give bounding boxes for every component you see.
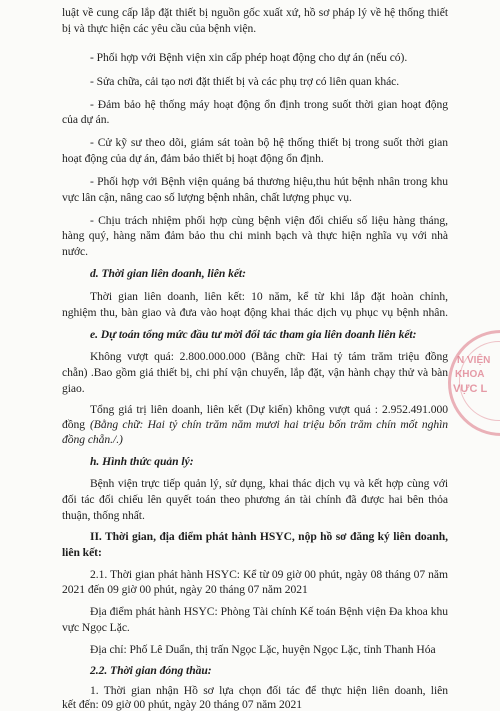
stamp-inner-ring <box>459 341 500 421</box>
text-line: chẵn) .Bao gồm giá thiết bị, chi phí vận chuyển, lắp đặt, vận hành chạy thử và bàn <box>62 366 448 379</box>
text-line: hoạt động của dự án, đảm bảo thiết bị hoạt động ổn định. <box>62 152 324 165</box>
text-line: hàng quý, hàng năm đảm bảo thu chi minh bạch và thực hiện nghĩa vụ với nhà <box>62 229 448 242</box>
text-line: Địa điểm phát hành HSYC: Phòng Tài chính Kế toán Bệnh viện Đa khoa khu <box>90 605 448 618</box>
text-line: Bệnh viện trực tiếp quản lý, sử dụng, khai thác dịch vụ và kết hợp cùng với <box>90 477 448 490</box>
bullet-line: - Cử kỹ sư theo dõi, giám sát toàn bộ hệ thống thiết bị trong suốt thời gian <box>90 136 448 149</box>
section-heading-ii-cont: liên kết: <box>62 546 102 559</box>
text-line: giao. <box>62 382 85 395</box>
stamp-text: VỰC L <box>453 383 488 395</box>
text-line: thuận, thống nhất. <box>62 509 145 522</box>
text-line: vực lân cận, nâng cao số lượng bệnh nhân, chất lượng phục vụ. <box>62 191 352 204</box>
text-line: nghiệm thu, bàn giao và đưa vào hoạt động khai thác dịch vụ phục vụ bệnh nhân. <box>62 306 448 319</box>
text-line: 2021 đến 09 giờ 00 phút, ngày 20 tháng 07 năm 2021 <box>62 583 308 596</box>
text-line: Thời gian liên doanh, liên kết: 10 năm, kể từ khi lắp đặt hoàn chỉnh, <box>90 290 448 303</box>
text-line: Địa chỉ: Phố Lê Duẩn, thị trấn Ngọc Lặc, huyện Ngọc Lặc, tỉnh Thanh Hóa <box>90 643 436 656</box>
text-line: nước. <box>62 245 89 258</box>
text-line: 2.1. Thời gian phát hành HSYC: Kể từ 09 giờ 00 phút, ngày 08 tháng 07 năm <box>90 568 448 581</box>
text-line-italic: (Bằng chữ: Hai tỷ chín trăm năm mươi hai triệu bốn trăm chín mốt nghìn <box>90 418 448 431</box>
bullet-line: - Phối hợp với Bệnh viện quảng bá thương hiệu,thu hút bệnh nhân trong khu <box>90 175 448 188</box>
stamp-text: KHOA <box>455 369 485 380</box>
section-heading-d: d. Thời gian liên doanh, liên kết: <box>90 267 246 280</box>
bullet-line: - Chịu trách nhiệm phối hợp cùng bệnh viện đối chiếu số liệu hàng tháng, <box>90 214 448 227</box>
text-line: của dự án. <box>62 113 110 126</box>
text-line: luật về cung cấp lắp đặt thiết bị nguồn gốc xuất xứ, hồ sơ pháp lý về hệ thống thiết <box>62 6 448 19</box>
stamp-text: N VIỆN <box>457 355 491 366</box>
section-heading-e: e. Dự toán tổng mức đầu tư mời đối tác tham gia liên doanh liên kết: <box>90 328 417 341</box>
bullet-line: - Đảm bảo hệ thống máy hoạt động ổn định trong suốt thời gian hoạt động <box>90 98 448 111</box>
text-line: kết đến: 09 giờ 00 phút, ngày 20 tháng 07 năm 2021 <box>62 698 302 711</box>
text-line: đồng <box>62 418 85 431</box>
text-line: đối tác đối chiếu lên quyết toán theo phương án tài chính đã được hai bên thỏa <box>62 493 448 506</box>
text-line: Không vượt quá: 2.800.000.000 (Bằng chữ: Hai tỷ tám trăm triệu đồng <box>90 350 448 363</box>
text-line: bị và thực hiện các yêu cầu của bệnh viện. <box>62 22 257 35</box>
text-line: 1. Thời gian nhận Hồ sơ lựa chọn đối tác để thực hiện liên doanh, liên <box>90 684 448 697</box>
section-heading-2-2: 2.2. Thời gian đóng thầu: <box>90 664 212 677</box>
bullet-line: - Phối hợp với Bệnh viện xin cấp phép hoạt động cho dự án (nếu có). <box>90 51 408 64</box>
section-heading-h: h. Hình thức quản lý: <box>90 455 194 468</box>
bullet-line: - Sửa chữa, cải tạo nơi đặt thiết bị và các phụ trợ có liên quan khác. <box>90 75 400 88</box>
text-line: Tổng giá trị liên doanh, liên kết (Dự kiến) không vượt quá : 2.952.491.000 <box>90 403 448 416</box>
text-line-italic: đồng chẵn./.) <box>62 433 123 446</box>
section-heading-ii: II. Thời gian, địa điểm phát hành HSYC, nộp hồ sơ đăng ký liên doanh, <box>90 530 448 543</box>
text-line: vực Ngọc Lặc. <box>62 621 130 634</box>
